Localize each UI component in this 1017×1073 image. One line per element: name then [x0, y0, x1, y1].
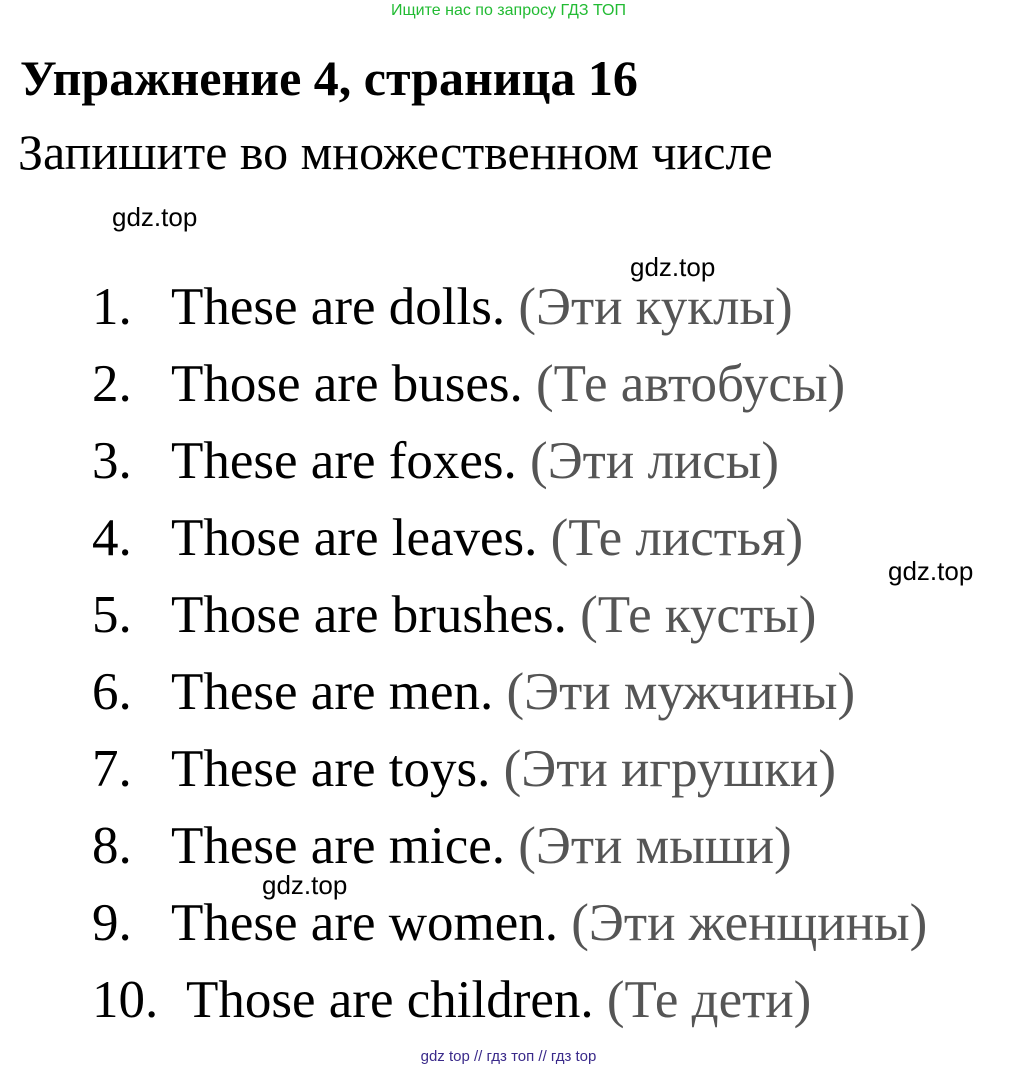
- answer-sentence: Those are leaves.: [171, 509, 538, 567]
- watermark: gdz.top: [630, 252, 716, 282]
- translation: (Эти игрушки): [503, 740, 836, 798]
- watermark: gdz.top: [112, 202, 198, 232]
- translation: (Те дети): [606, 971, 812, 1029]
- answer-sentence: These are mice.: [171, 817, 505, 875]
- item-number: 9.: [92, 894, 132, 952]
- item-number: 8.: [92, 817, 132, 875]
- answer-item: [92, 736, 927, 813]
- answer-sentence: These are toys.: [171, 740, 491, 798]
- footer-text: gdz top // гдз топ // гдз top: [420, 1048, 597, 1065]
- answer-item: [92, 428, 927, 505]
- translation: (Те кусты): [580, 586, 817, 644]
- item-number: 1.: [92, 278, 132, 336]
- answer-sentence: Those are brushes.: [171, 586, 567, 644]
- answer-sentence: Those are children.: [186, 971, 594, 1029]
- answer-item: [92, 813, 927, 890]
- answer-item: [92, 274, 927, 351]
- translation: (Эти куклы): [518, 278, 793, 336]
- answer-sentence: These are women.: [171, 894, 559, 952]
- exercise-instruction: Запишите во множественном числе: [18, 124, 773, 180]
- item-number: 10.: [92, 971, 159, 1029]
- top-banner-text: Ищите нас по запросу ГДЗ ТОП: [391, 2, 626, 19]
- watermark: gdz.top: [262, 870, 348, 900]
- item-number: 5.: [92, 586, 132, 644]
- translation: (Эти мужчины): [506, 663, 856, 721]
- answer-sentence: These are dolls.: [171, 278, 506, 336]
- translation: (Эти мыши): [518, 817, 792, 875]
- answer-sentence: These are men.: [171, 663, 494, 721]
- answer-sentence: Those are buses.: [171, 355, 523, 413]
- item-number: 7.: [92, 740, 132, 798]
- watermark: gdz.top: [888, 556, 974, 586]
- answer-item: [92, 505, 927, 582]
- translation: (Эти женщины): [571, 894, 928, 952]
- item-number: 2.: [92, 355, 132, 413]
- answer-list: [92, 274, 927, 1044]
- answer-item: [92, 351, 927, 428]
- answer-item: [92, 582, 927, 659]
- translation: (Те листья): [550, 509, 804, 567]
- answer-item: [92, 890, 927, 967]
- item-number: 3.: [92, 432, 132, 490]
- answer-sentence: These are foxes.: [171, 432, 517, 490]
- answer-item: [92, 659, 927, 736]
- translation: (Те автобусы): [536, 355, 846, 413]
- page-title: Упражнение 4, страница 16: [20, 50, 638, 106]
- translation: (Эти лисы): [530, 432, 780, 490]
- answer-item: [92, 967, 927, 1044]
- item-number: 4.: [92, 509, 132, 567]
- item-number: 6.: [92, 663, 132, 721]
